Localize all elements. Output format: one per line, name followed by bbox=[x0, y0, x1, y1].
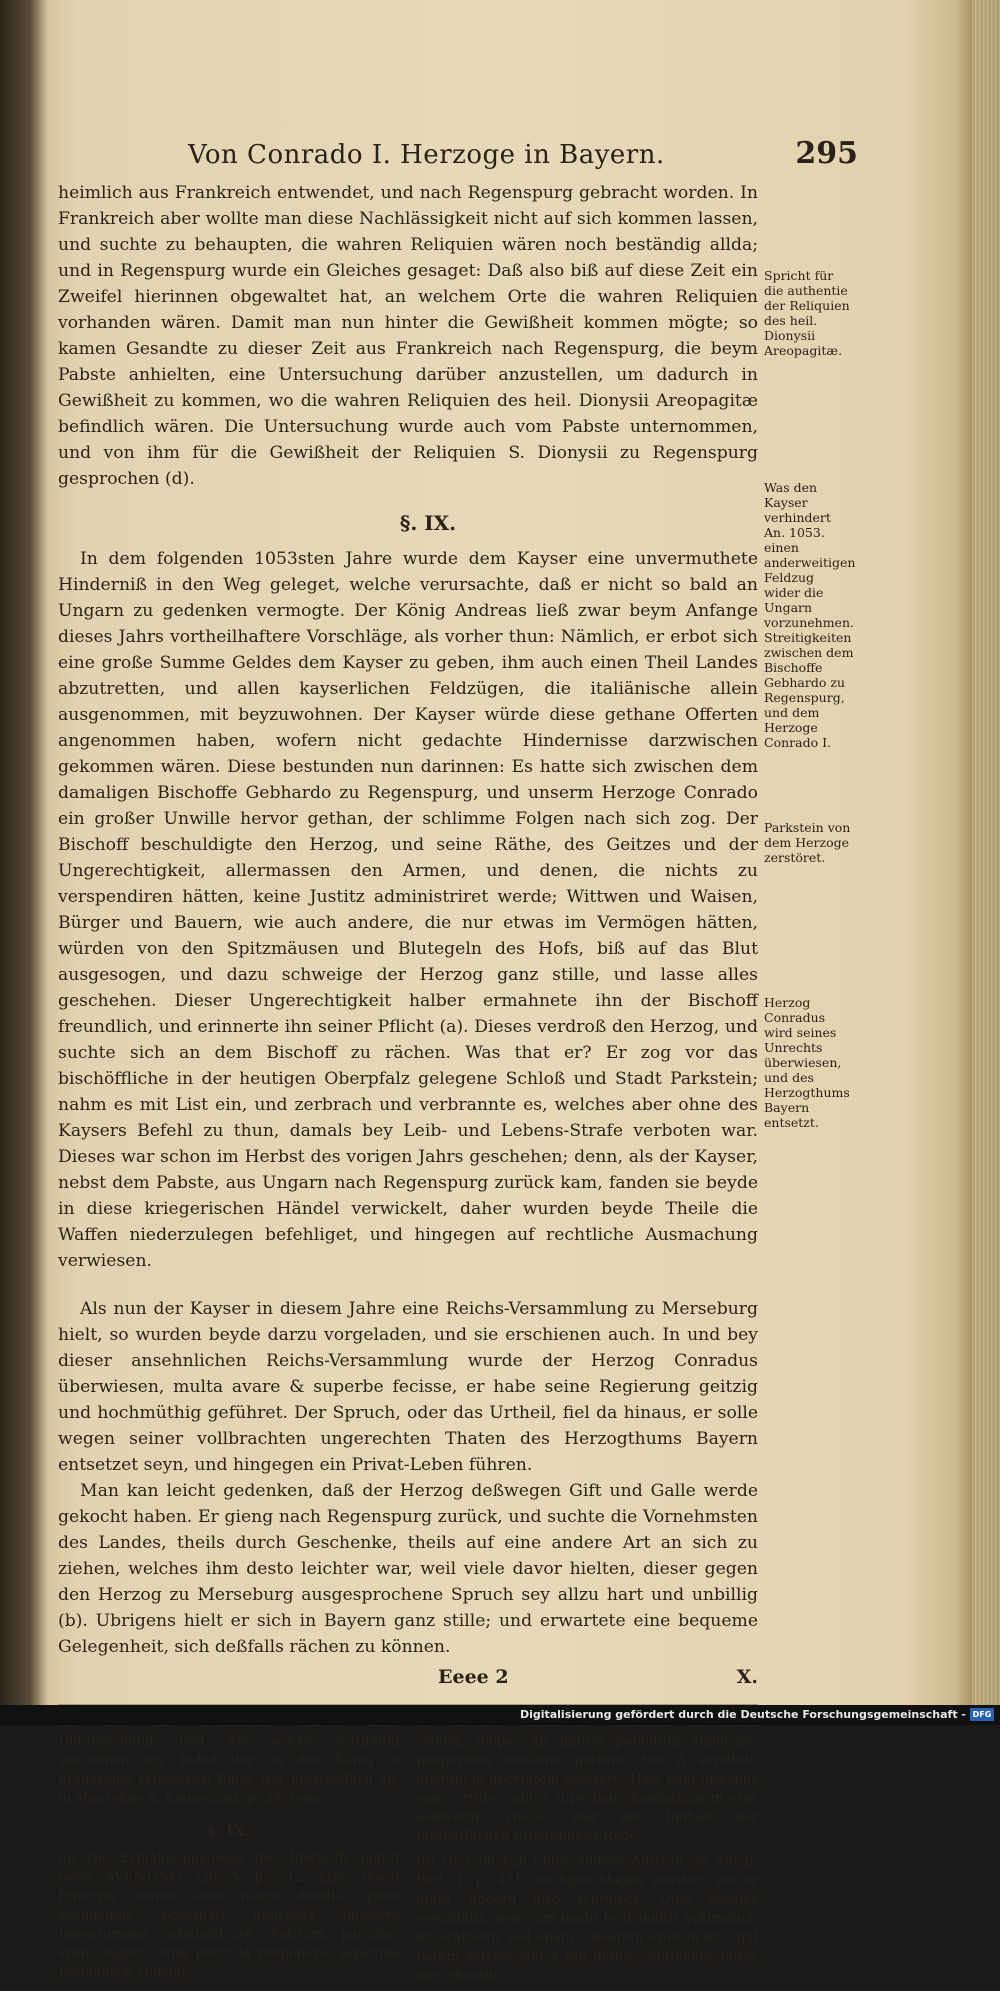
paragraph-4: Man kan leicht gedenken, daß der Herzog deßwegen Gift und Galle werde gekocht haben. Er gieng nach Regenspurg zurück, und suchte die Vornehmsten des Landes, theils durch Geschenke, theils auf eine andere Art an sich zu ziehen, welches ihm desto leichter war, weil viele davor hielten, dieser gegen den Herzog zu Merseburg ausgesprochene Spruch sey allzu hart und unbillig (b). Ubrigens hielt er sich in Bayern ganz stille; und erwartete eine bequeme Gelegenheit, sich deßfalls rächen zu können. bbox=[58, 1481, 758, 1657]
footnote-column-left bbox=[58, 1713, 400, 1991]
sidenote-parkstein: Parkstein von dem Herzoge zerstöret. bbox=[764, 820, 851, 865]
dfg-logo-icon: DFG bbox=[970, 1708, 994, 1721]
paragraph-2: In dem folgenden 1053sten Jahre wurde dem Kayser eine unvermuthete Hinderniß in den Weg geleget, welche verursachte, daß er nicht so bald an Ungarn zu gedenken vermogte. Der König Andreas ließ zwar beym Anfange dieses Jahrs vortheilhaftere Vorschläge, als vorher thun: Nämlich, er erbot sich eine große Summe Geldes dem Kayser zu geben, ihm auch einen Theil Landes abzutretten, und allen kayserlichen Feldzügen, die italiänische allein ausgenommen, mit beyzuwohnen. Der Kayser würde diese gethane Offerten angenommen haben, wofern nicht gedachte Hindernisse darzwischen gekommen wären. Diese bestunden nun darinnen: Es hatte sich zwischen dem damaligen Bischoffe Gebhardo zu Regenspurg, und unserm Herzoge Conrado ein großer Unwille hervor gethan, der schlimme Folgen nach sich zog. Der Bischoff beschuldigte den Herzog, und seine Räthe, des Geitzes und der Ungerechtigkeit, allermassen den Armen, und denen, die nichts zu verspendiren hätten, keine Justitz administriret werde; Wittwen und Waisen, Bürger und Bauern, wie auch andere, die nur etwas im Vermögen hätten, würden von den Spitzmäusen und Blutegeln des Hofs, biß auf das Blut ausgesogen, und dazu schweige der Herzog ganz stille, und lasse alles geschehen. Dieser Ungerechtigkeit halber ermahnete ihn der Bischoff freundlich, und erinnerte ihn seiner Pflicht (a). Dieses verdroß den Herzog, und suchte sich an dem Bischoff zu rächen. Was that er? Er zog vor das bischöffliche in der heutigen Oberpfalz gelegene Schloß und Stadt Parkstein; nahm es mit List ein, und zerbrach und verbrannte es, welches aber ohne des Kaysers Befehl zu thun, damals bey Leib- und Lebens-Strafe verboten war. Dieses war schon im Herbst des vorigen Jahrs geschehen; denn, als der Kayser, nebst dem Pabste, aus Ungarn nach Regenspurg zurück kam, fanden sie beyde in diese kriegerischen Händel verwickelt, daher wurden beyde Theile die Waffen niederzulegen befehliget, und hingegen auf rechtliche Ausmachung verwiesen. bbox=[58, 549, 758, 1271]
body bbox=[58, 180, 858, 1690]
sidenote-reliquien: Spricht für die authentie der Reliquien des heil. Dionysii Areopagitæ. bbox=[764, 268, 850, 358]
footnote-section-heading: §. IX. bbox=[207, 1822, 251, 1840]
sidenote-entsetzt: Herzog Conradus wird seines Unrechts überwiesen, und des Herzogthums Bayern entsetzt. bbox=[764, 995, 850, 1130]
sidenote-hindernis: Was den Kayser verhindert An. 1053. einen anderweitigen Feldzug wider die Ungarn vorzunehmen. Streitigkeiten zwischen dem Bischoffe Gebhardo zu Regenspurg, und dem Herzoge Conrado I. bbox=[764, 480, 856, 750]
running-title: Von Conrado I. Herzoge in Bayern. bbox=[188, 140, 665, 170]
footnotes bbox=[58, 1713, 758, 1991]
signature-mark: Eeee 2 bbox=[438, 1666, 509, 1688]
footnote-b: (b) Hiervon kan unter andern Adlzreit. in Annal. Part. I. p. 421. nachgeschlagen werden, wo er unter andern also schreibet: Quæ species severitatis, non eum modo fecit multis optimatum miserabilem, sed etiam Cæsarem exosum illis, qui parem sortem sibi à tali judice contingere posse querebantur. bbox=[416, 1854, 758, 1983]
section-heading: §. IX. bbox=[399, 511, 457, 535]
footnote-a-continued: civium, inopes ab injuria potentum vindicare, pauperibus auxilium portare, hos à servitute divitum in libertatem asserere. Hæc boni præsidis esse virtutes: aliter superbam dominationem esse asseverat. Dieses war der Innhalt der bischöfflichen Ermahnungs-Rede. bbox=[416, 1734, 758, 1844]
paragraph-3: Als nun der Kayser in diesem Jahre eine Reichs-Versammlung zu Merseburg hielt, so wurden beyde darzu vorgeladen, und sie erschienen auch. In und bey dieser ansehnlichen Reichs-Versammlung wurde der Herzog Conradus überwiesen, multa avare & superbe fecisse, er habe seine Regierung geitzig und hochmüthig geführet. Der Spruch, oder das Urtheil, fiel da hinaus, er solle wegen seiner vollbrachten ungerechten Thaten des Herzogthums Bayern entsetzet seyn, und hingegen ein Privat-Leben führen. bbox=[58, 1299, 758, 1475]
digitization-credit: Digitalisierung gefördert durch die Deutsche Forschungsgemeinschaft - bbox=[519, 1708, 966, 1721]
footnote-a: (a) Die Ermahnungs-Rede des Bischoffs lautet beym AVENTINO, Lib. V. p. 512. also: Docet Principis munus esse magis dandis, quam accipiendis beneficiis amicitias quærere Imperiumque, administrare, Patriam, parentes armis tegere; vitæ pericula proponere, sapientia Reipublicæ consule- bbox=[58, 1851, 400, 1980]
catchword: X. bbox=[736, 1666, 758, 1688]
footer-bar bbox=[0, 1705, 1000, 1725]
page-number: 295 bbox=[795, 136, 858, 171]
main-text bbox=[58, 180, 758, 1690]
paragraph-1: heimlich aus Frankreich entwendet, und nach Regenspurg gebracht worden. In Frankreich aber wollte man diese Nachlässigkeit nicht auf sich kommen lassen, und suchte zu behaupten, die wahren Reliquien wären noch beständig allda; und in Regenspurg wurde ein Gleiches gesaget: Daß also biß auf diese Zeit ein Zweifel hierinnen obgewaltet hat, an welchem Orte die wahren Reliquien vorhanden wären. Damit man nun hinter die Gewißheit kommen mögte; so kamen Gesandte zu dieser Zeit aus Frankreich nach Regenspurg, die beym Pabste anhielten, eine Untersuchung darüber anzustellen, um dadurch in Gewißheit zu kommen, wo die wahren Reliquien des heil. Dionysii Areopagitæ befindlich wären. Die Untersuchung wurde auch vom Pabste unternommen, und von ihm für die Gewißheit der Reliquien S. Dionysii zu Regenspurg gesprochen (d). bbox=[58, 183, 758, 489]
page-header bbox=[58, 120, 858, 180]
footnote-column-right bbox=[416, 1713, 758, 1991]
footnote-d: Untersuchung, und wie solche sorgfältig geschehen sey, nebst der an den König in Frankreich erlassenen Bulla, gar umständlich an, in Mausolæo S. Emmerami, p. 39. sequ. bbox=[58, 1734, 400, 1806]
page-edge bbox=[972, 0, 1000, 1705]
catchword-row bbox=[58, 1664, 758, 1690]
